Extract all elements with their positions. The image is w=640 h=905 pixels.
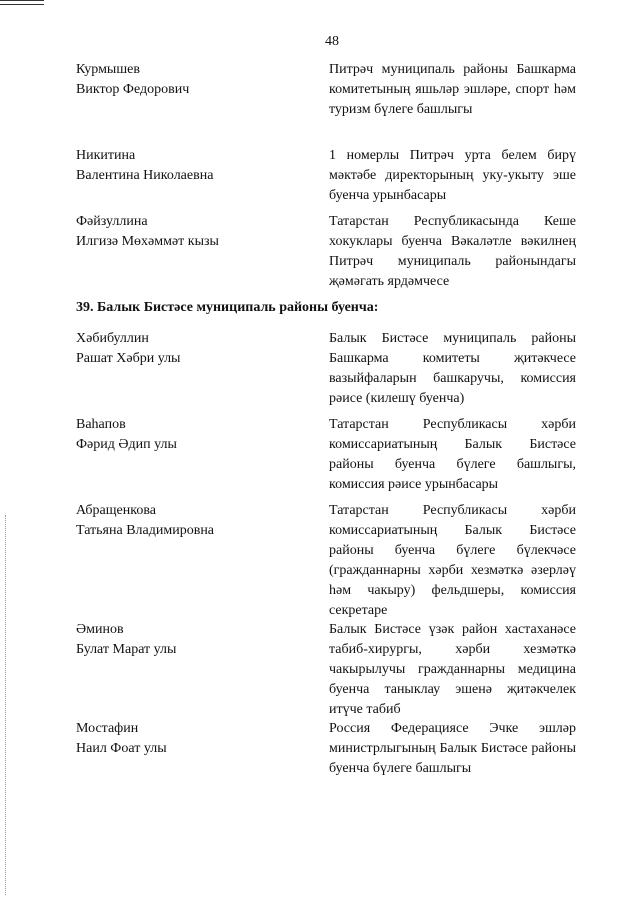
- person-role: Татарстан Республикасында Кеше хокуклары буенча Вәкаләтле вәкилнең Питрәч муниципаль районындагы җәмәгать ярдәмчесе: [329, 214, 576, 289]
- person-given-name: Татьяна Владимировна: [76, 523, 215, 538]
- person-surname: Хәбибуллин: [76, 331, 149, 346]
- person-surname: Абращенкова: [76, 503, 156, 518]
- person-surname: Ваһапов: [76, 417, 126, 432]
- person-given-name: Илгизә Мөхәммәт кызы: [76, 234, 219, 249]
- person-name: [76, 212, 316, 252]
- person-name: [76, 146, 316, 186]
- person-role: Татарстан Республикасы хәрби комиссариатының Балык Бистәсе районы буенча бүлеге бүлекчәсе (гражданнарны хәрби хезмәткә әзерләү һәм чакыру) фельдшеры, комиссия секретаре: [329, 503, 576, 618]
- person-name: [76, 415, 316, 455]
- person-given-name: Рашат Хәбри улы: [76, 351, 181, 366]
- person-surname: Никитина: [76, 148, 136, 163]
- person-surname: Мостафин: [76, 721, 139, 736]
- person-given-name: Валентина Николаевна: [76, 168, 214, 183]
- person-name: [76, 329, 316, 369]
- person-role: Татарстан Республикасы хәрби комиссариатының Балык Бистәсе районы буенча бүлеге башлыгы, комиссия рәисе урынбасары: [329, 417, 576, 492]
- person-surname: Фәйзуллина: [76, 214, 148, 229]
- scan-corner-mark: [0, 0, 44, 5]
- person-name: [76, 501, 316, 541]
- person-role: Питрәч муниципаль районы Башкарма комитетының яшьләр эшләре, спорт һәм туризм бүлеге башлыгы: [329, 62, 576, 117]
- person-given-name: Булат Марат улы: [76, 642, 177, 657]
- person-role: Россия Федерациясе Эчке эшләр министрлыгының Балык Бистәсе районы буенча бүлеге башлыгы: [329, 721, 576, 776]
- scan-margin-dots: [5, 515, 6, 895]
- person-surname: Курмышев: [76, 62, 140, 77]
- person-name: [76, 719, 316, 759]
- person-role: 1 номерлы Питрәч урта белем бирү мәктәбе директорының уку-укыту эше буенча урынбасары: [329, 148, 576, 203]
- person-given-name: Виктор Федорович: [76, 82, 190, 97]
- person-name: [76, 620, 316, 660]
- person-given-name: Фәрид Әдип улы: [76, 437, 177, 452]
- person-name: [76, 60, 316, 100]
- person-given-name: Наил Фоат улы: [76, 741, 167, 756]
- page-number: 48: [325, 34, 339, 49]
- person-role: Балык Бистәсе муниципаль районы Башкарма комитеты җитәкчесе вазыйфаларын башкаручы, комиссия рәисе (килешү буенча): [329, 331, 576, 406]
- person-surname: Әминов: [76, 622, 124, 637]
- section-heading: 39. Балык Бистәсе муниципаль районы буенча:: [76, 300, 379, 315]
- person-role: Балык Бистәсе үзәк район хастаханәсе табиб-хирургы, хәрби хезмәткә чакырылучы гражданнарны медицина буенча таныклау эшенә җитәкчелек итүче табиб: [329, 622, 576, 717]
